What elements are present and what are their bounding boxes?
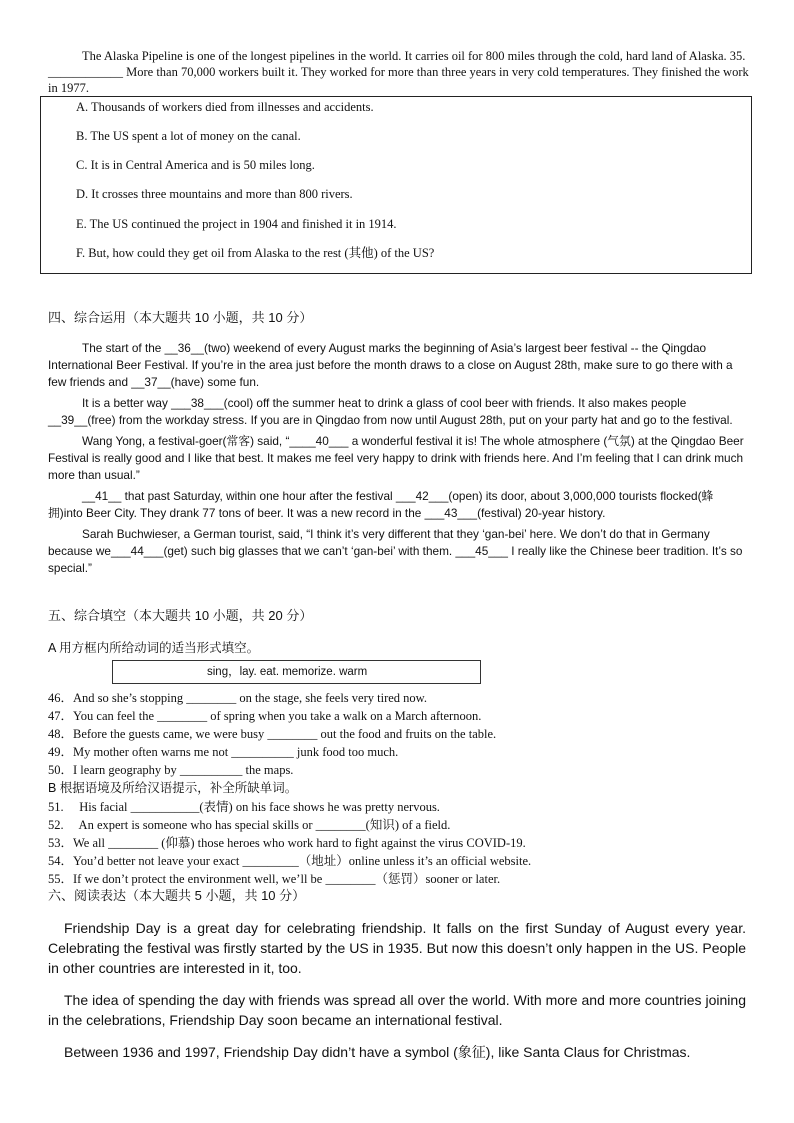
reading-paragraph: Between 1936 and 1997, Friendship Day didn’t have a symbol (象征), like Santa Claus for Christmas.: [64, 1044, 691, 1060]
options-box: [40, 96, 752, 274]
cloze-paragraph: Sarah Buchwieser, a German tourist, said, “I think it’s very different that they ‘gan-bei’ here. We don’t do that in Germany because we___44___(get) such big glasses that we can’t ‘gan-bei’ with them. ___45___ I really like the Chinese beer tradition. It’s so special.”: [48, 527, 743, 575]
option-a: A. Thousands of workers died from illnesses and accidents.: [76, 100, 374, 114]
section-6-heading: 六、阅读表达（本大题共 5 小题，共 10 分）: [48, 888, 306, 903]
option-b: B. The US spent a lot of money on the canal.: [76, 129, 301, 143]
reading-passage: [48, 918, 746, 1062]
cloze-paragraph: The start of the __36__(two) weekend of every August marks the beginning of Asia’s largest beer festival -- the Qingdao International Beer Festival. If you’re in the area just before the month draws to a close on August 28th, make sure to go there with a few friends and __37__(have) some fun.: [48, 341, 733, 389]
cloze-paragraph: Wang Yong, a festival-goer(常客) said, “____40___ a wonderful festival it is! The whole atmosphere (气氛) at the Qingdao Beer Festival is really good and I like that best. It makes me feel very happy to drink with friends here. And I’m feeling that I can drink much more than usual.”: [48, 434, 744, 482]
option-e: E. The US continued the project in 1904 and finished it in 1914.: [76, 217, 397, 231]
question-48: 48．Before the guests came, we were busy ________ out the food and fruits on the table.: [48, 727, 497, 741]
passage-alaska-pipeline: The Alaska Pipeline is one of the longest pipelines in the world. It carries oil for 800 miles through the cold, hard land of Alaska. 35. ____________ More than 70,000 workers built it. They worked for more than three years in very cold temperatures. They finished the work in 1977.: [48, 49, 749, 95]
part-a-heading: A 用方框内所给动词的适当形式填空。: [48, 641, 260, 655]
reading-paragraph: The idea of spending the day with friends was spread all over the world. With more and more countries joining in the celebrations, Friendship Day soon became an international festival.: [48, 992, 746, 1028]
cloze-passage: [48, 340, 748, 577]
option-c: C. It is in Central America and is 50 miles long.: [76, 158, 315, 172]
question-52: 52. An expert is someone who has special skills or ________(知识) of a field.: [48, 818, 451, 832]
cloze-paragraph: It is a better way ___38___(cool) off the summer heat to drink a glass of cool beer with friends. It also makes people __39__(free) from the workday stress. If you are in Qingdao from now until August 28th, put on your party hat and go to the festival.: [48, 396, 733, 427]
option-f: F. But, how could they get oil from Alaska to the rest (其他) of the US?: [76, 246, 435, 260]
question-55: 55．If we don’t protect the environment well, we’ll be ________（惩罚）sooner or later.: [48, 872, 501, 886]
question-47: 47．You can feel the ________ of spring when you take a walk on a March afternoon.: [48, 709, 482, 723]
question-49: 49．My mother often warns me not __________ junk food too much.: [48, 745, 399, 759]
question-54: 54．You’d better not leave your exact _________（地址）online unless it’s an official website.: [48, 854, 532, 868]
reading-paragraph: Friendship Day is a great day for celebrating friendship. It falls on the first Sunday of August every year. Celebrating the festival was firstly started by the US in 1935. But now this doesn’t only happen in the US. People in other countries are interested in it, too.: [48, 920, 746, 976]
question-50: 50．I learn geography by __________ the maps.: [48, 763, 294, 777]
word-box: sing，lay. eat. memorize. warm: [112, 660, 481, 684]
part-b-heading: B 根据语境及所给汉语提示，补全所缺单词。: [48, 781, 298, 795]
cloze-paragraph: __41__ that past Saturday, within one hour after the festival ___42___(open) its door, about 3,000,000 tourists flocked(蜂拥)into Beer City. They drank 77 tons of beer. It was a new record in the ___43___(festival) 20-year history.: [48, 489, 714, 520]
question-46: 46．And so she’s stopping ________ on the stage, she feels very tired now.: [48, 691, 427, 705]
section-5-heading: 五、综合填空（本大题共 10 小题，共 20 分）: [48, 608, 313, 623]
question-53: 53．We all ________ (仰慕) those heroes who work hard to fight against the virus COVID-19.: [48, 836, 526, 850]
section-4-heading: 四、综合运用（本大题共 10 小题，共 10 分）: [48, 310, 313, 325]
option-d: D. It crosses three mountains and more than 800 rivers.: [76, 187, 353, 201]
question-51: 51. His facial ___________(表情) on his face shows he was pretty nervous.: [48, 800, 440, 814]
